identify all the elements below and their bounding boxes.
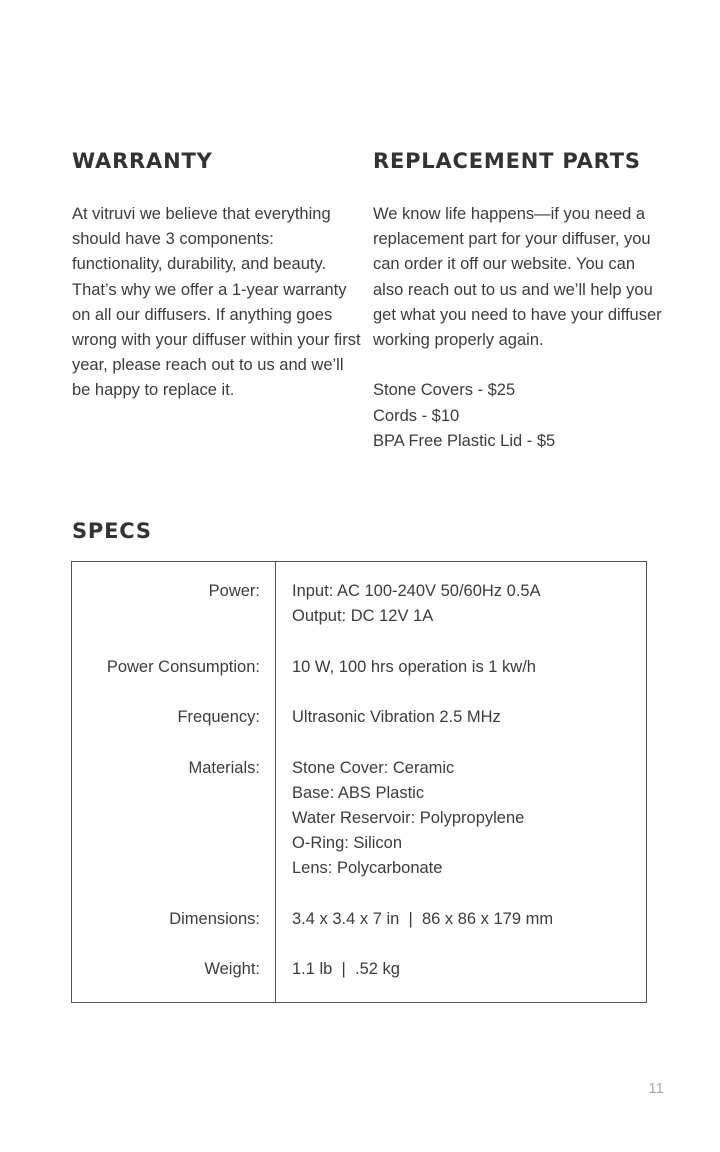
spec-value: Base: ABS Plastic bbox=[292, 784, 425, 802]
spec-value: Water Reservoir: Polypropylene bbox=[292, 809, 525, 827]
spec-value: 3.4 x 3.4 x 7 in | 86 x 86 x 179 mm bbox=[292, 910, 554, 928]
specs-column-divider bbox=[275, 562, 276, 1002]
warranty-body: At vitruvi we believe that everything should have 3 components: functionality, durability, and beauty. That’s why we offer a 1-year warranty on all our diffusers. If anything goes wrong with your diffuser within your first year, please reach out to us and we’ll be happy to replace it. bbox=[72, 205, 361, 400]
replacement-parts-body: We know life happens—if you need a replacement part for your diffuser, you can order it off our website. You can also reach out to us and we’ll help you get what you need to have your diffuser working properly again. bbox=[373, 205, 662, 350]
specs-table bbox=[71, 561, 647, 1003]
page-number: 11 bbox=[648, 1080, 664, 1097]
spec-value: Lens: Polycarbonate bbox=[292, 859, 443, 877]
spec-value: O-Ring: Silicon bbox=[292, 834, 403, 852]
spec-values bbox=[292, 907, 642, 932]
replacement-parts-section bbox=[373, 145, 663, 454]
spec-label: Frequency: bbox=[177, 708, 260, 726]
specs-heading: SPECS bbox=[72, 519, 152, 543]
spec-values bbox=[292, 705, 642, 730]
spec-label: Power Consumption: bbox=[106, 658, 260, 676]
spec-values bbox=[292, 957, 642, 982]
spec-label: Dimensions: bbox=[169, 910, 260, 928]
spec-value: Stone Cover: Ceramic bbox=[292, 759, 455, 777]
part-price-item: Stone Covers - $25 bbox=[373, 381, 516, 400]
parts-price-list bbox=[373, 378, 663, 454]
replacement-parts-heading: REPLACEMENT PARTS bbox=[373, 149, 641, 173]
spec-value: Ultrasonic Vibration 2.5 MHz bbox=[292, 708, 501, 726]
spec-value: 1.1 lb | .52 kg bbox=[292, 960, 400, 978]
part-price-item: BPA Free Plastic Lid - $5 bbox=[373, 431, 556, 450]
spec-label: Materials: bbox=[188, 759, 260, 777]
spec-value: 10 W, 100 hrs operation is 1 kw/h bbox=[292, 658, 536, 676]
warranty-section bbox=[72, 145, 362, 404]
spec-label: Power: bbox=[208, 582, 260, 600]
spec-label: Weight: bbox=[204, 960, 260, 978]
spec-values bbox=[292, 756, 642, 881]
warranty-heading: WARRANTY bbox=[72, 149, 213, 173]
spec-value: Output: DC 12V 1A bbox=[292, 607, 434, 625]
part-price-item: Cords - $10 bbox=[373, 406, 460, 425]
spec-values bbox=[292, 655, 642, 680]
spec-values bbox=[292, 579, 642, 629]
spec-value: Input: AC 100-240V 50/60Hz 0.5A bbox=[292, 582, 541, 600]
